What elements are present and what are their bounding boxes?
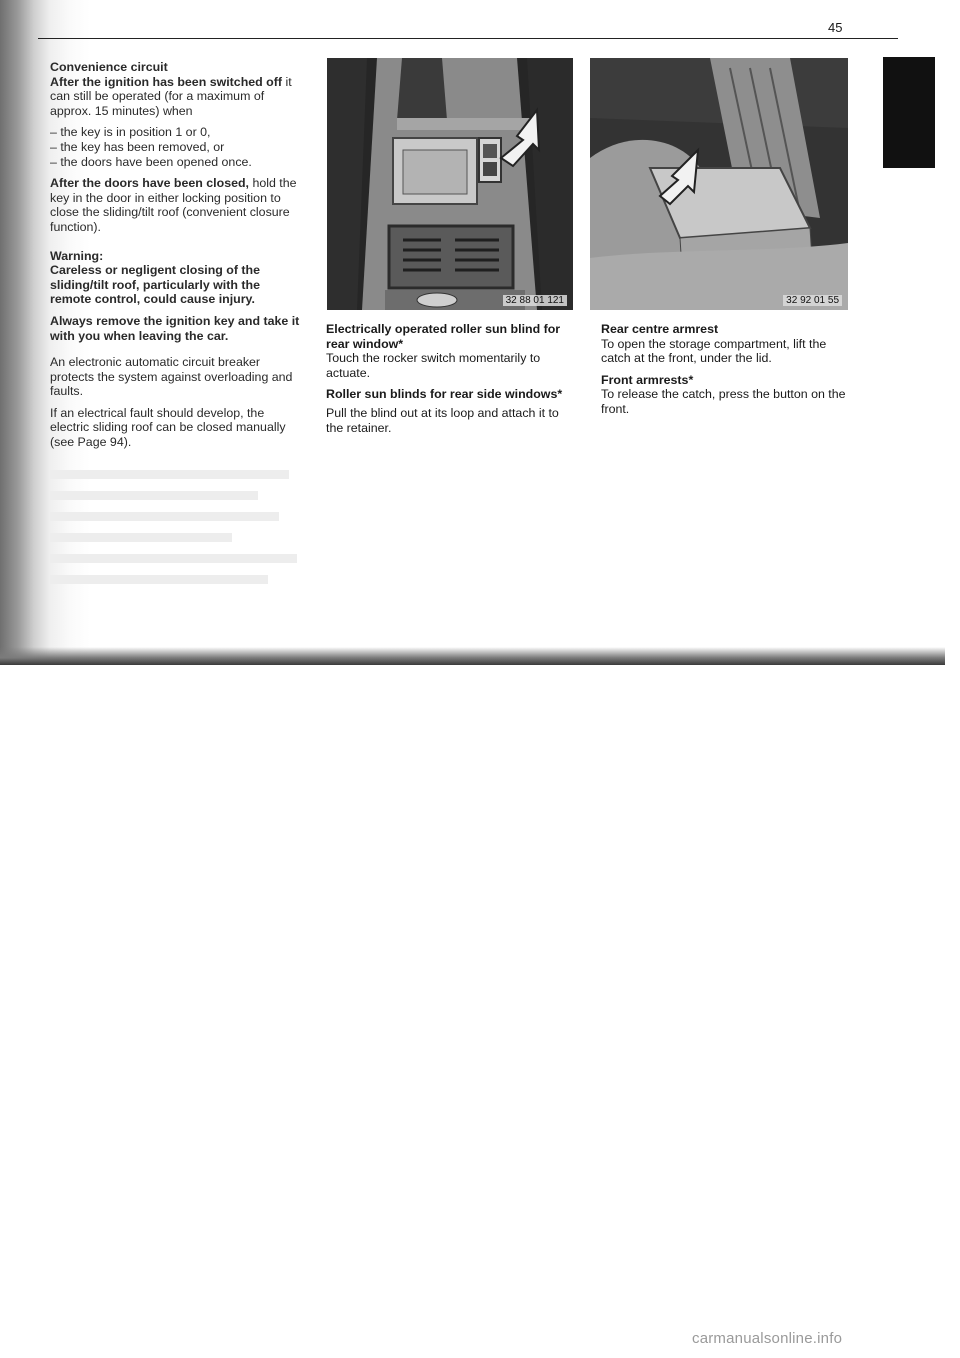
rear-window-blind-text: Touch the rocker switch momentarily to actuate. — [326, 351, 541, 380]
conditions-list — [50, 125, 300, 169]
convenience-circuit-heading: Convenience circuit — [50, 60, 168, 74]
middle-column — [326, 322, 572, 442]
warning-text-2: Always remove the ignition key and take it with you when leaving the car. — [50, 313, 300, 343]
bleed-through-lines — [50, 470, 310, 596]
circuit-breaker-paragraph: An electronic automatic circuit breaker protects the system against overloading and faults. — [50, 355, 293, 399]
switch-off-lead: After the ignition has been switched off — [50, 74, 282, 89]
list-item: – the key has been removed, or — [50, 139, 225, 154]
rear-window-blind-heading: Electrically operated roller sun blind for rear window* — [326, 322, 561, 351]
watermark: carmanualsonline.info — [692, 1330, 843, 1347]
doors-closed-lead: After the doors have been closed, — [50, 176, 249, 191]
rear-armrest-figure — [590, 58, 848, 310]
doors-closed-paragraph — [50, 176, 300, 234]
rear-armrest-illustration — [590, 58, 848, 310]
left-column — [50, 60, 300, 457]
side-window-blinds-text: Pull the blind out at its loop and attach it to the retainer. — [326, 405, 559, 435]
center-console-figure — [327, 58, 573, 310]
warning-label: Warning: — [50, 248, 104, 263]
list-item: – the key is in position 1 or 0, — [50, 125, 211, 140]
switch-off-paragraph — [50, 75, 300, 119]
center-console-illustration — [327, 58, 573, 310]
figure-code-left: 32 88 01 121 — [503, 295, 567, 306]
front-armrests-text: To release the catch, press the button on the front. — [601, 387, 846, 416]
top-rule — [38, 38, 898, 39]
rear-armrest-heading: Rear centre armrest — [601, 322, 719, 336]
list-item: – the doors have been opened once. — [50, 154, 252, 169]
doors-closed-rest: hold the key in the door in either locking position to close the sliding/tilt roof (convenient closure function). — [50, 176, 297, 234]
switch-off-rest: it can still be operated (for a maximum of approx. 15 minutes) when — [50, 74, 292, 118]
manual-close-paragraph: If an electrical fault should develop, the electric sliding roof can be closed manually (see Page 94). — [50, 405, 286, 450]
page-number: 45 — [828, 20, 843, 35]
front-armrests-heading: Front armrests* — [601, 372, 694, 387]
figure-code-right: 32 92 01 55 — [783, 295, 842, 306]
right-column — [601, 322, 847, 424]
warning-text-2-paragraph — [50, 314, 300, 343]
side-window-blinds-heading: Roller sun blinds for rear side windows* — [326, 387, 563, 402]
thumb-index-tab — [883, 57, 935, 168]
warning-text: Careless or negligent closing of the sliding/tilt roof, particularly with the remote control, could cause injury. — [50, 263, 260, 307]
rear-armrest-text: To open the storage compartment, lift the catch at the front, under the lid. — [601, 336, 827, 366]
warning-block — [50, 249, 300, 307]
scanned-page — [0, 0, 945, 665]
